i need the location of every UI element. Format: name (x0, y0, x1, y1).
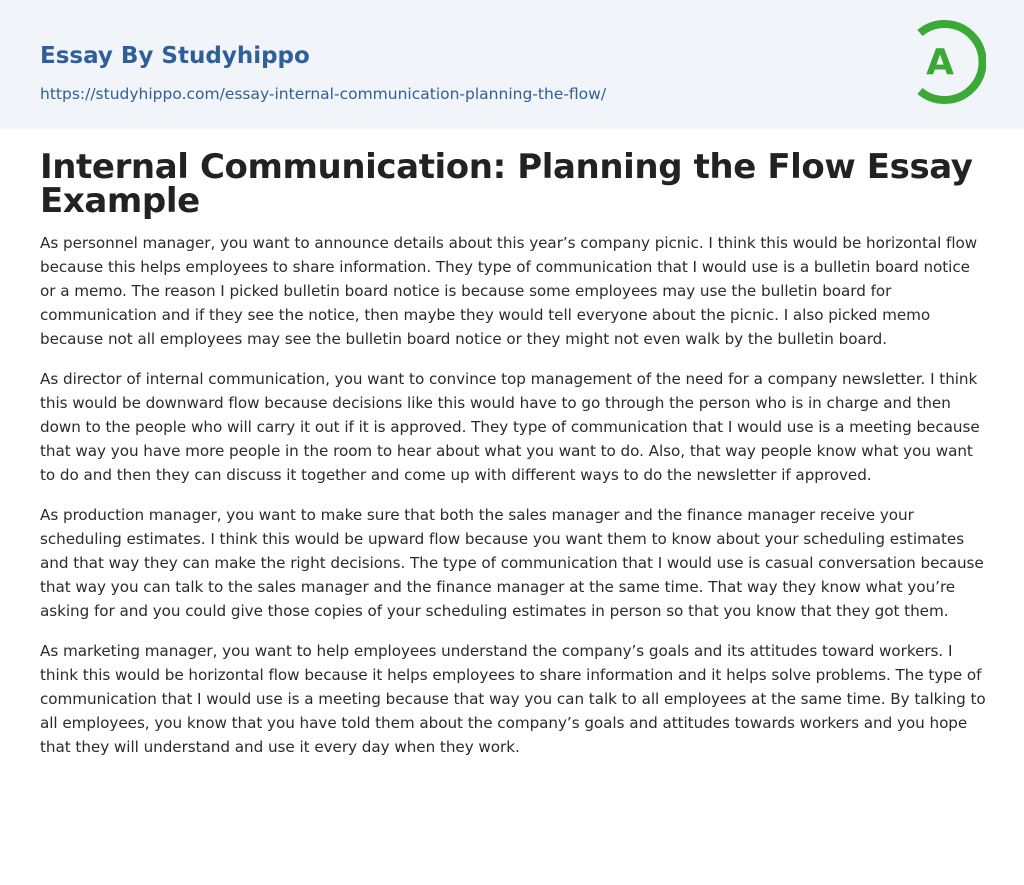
site-header (0, 0, 1024, 129)
site-brand[interactable]: Essay By Studyhippo (40, 43, 310, 69)
studyhippo-logo-icon[interactable] (912, 19, 986, 105)
article (40, 147, 988, 775)
logo-letter: A (926, 42, 954, 83)
article-paragraph: As marketing manager, you want to help employees understand the company’s goals and its attitudes toward workers. I think this would be horizontal flow because it helps employees to share information and it helps solve problems. The type of communication that I would use is a meeting because that way you can talk to all employees at the same time. By talking to all employees, you know that you have told them about the company’s goals and attitudes towards workers and you hope that they will understand and use it every day when they work. (40, 642, 986, 756)
article-paragraph: As director of internal communication, you want to convince top management of the need for a company newsletter. I think this would be downward flow because decisions like this would have to go through the person who is in charge and then down to the people who will carry it out if it is approved. They type of communication that I would use is a meeting because that way you have more people in the room to hear about what you want to do. Also, that way people know what you want to do and then they can discuss it together and come up with different ways to do the newsletter if approved. (40, 370, 980, 484)
article-paragraph: As personnel manager, you want to announce details about this year’s company picnic. I think this would be horizontal flow because this helps employees to share information. They type of communication that I would use is a bulletin board notice or a memo. The reason I picked bulletin board notice is because some employees may use the bulletin board for communication and if they see the notice, then maybe they would tell everyone about the picnic. I also picked memo because not all employees may see the bulletin board notice or they might not even walk by the bulletin board. (40, 234, 978, 348)
article-title: Internal Communication: Planning the Flow Essay Example (40, 147, 973, 221)
article-paragraph: As production manager, you want to make sure that both the sales manager and the finance manager receive your scheduling estimates. I think this would be upward flow because you want them to know about your scheduling estimates and that way they can make the right decisions. The type of communication that I would use is casual conversation because that way you can talk to the sales manager and the finance manager at the same time. That way they know what you’re asking for and you could give those copies of your scheduling estimates in person so that you know that they got them. (40, 506, 984, 620)
article-url-link[interactable]: https://studyhippo.com/essay-internal-communication-planning-the-flow/ (40, 85, 607, 103)
